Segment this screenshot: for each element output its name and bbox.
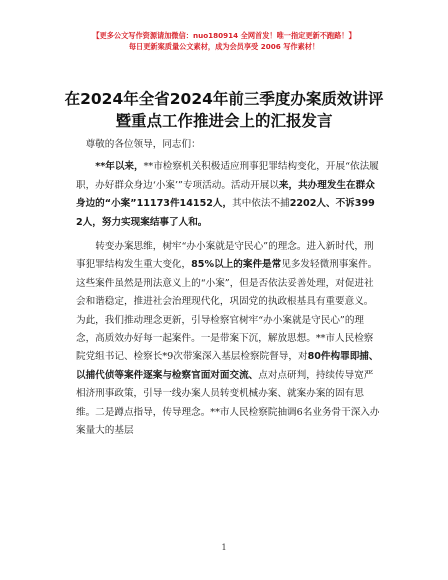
- p2-bold-stat-2: 80件构罪即捕、以捕代侦等案件逐案与检察官面对面交流、: [76, 351, 379, 381]
- p1-bold-lead: **年以来，: [95, 161, 144, 173]
- p2-bold-stat: 85%以上的案件是常: [191, 259, 282, 271]
- p1-bold-stat: 来，共办理发生在群众身边的“小案”11173件14152人，: [76, 179, 375, 210]
- document-body: [76, 136, 380, 447]
- title-line-2: 暨重点工作推进会上的汇报发言: [115, 112, 333, 130]
- page-number: 1: [221, 543, 227, 552]
- p1-text: **市检察机关积极适应刑事犯罪结构变化，开展“依法履职，办好群众身边‘小案’”专项活动。活动开展以: [76, 161, 379, 191]
- p1-bold-stat-2: 2202人、不诉3992人，努力实现案结事了人和。: [76, 198, 375, 228]
- banner-line-2: 每日更新案质量公文素材，成为会员享受 2006 写作素材！: [128, 42, 320, 51]
- p2-text-2: 见多发轻微刑事案件。这些案件虽然是刑法意义上的“小案”，但是否依法妥善处理，对促进社会和谐稳定，推进社会治理现代化，巩固党的执政根基具有重要意义。为此，我们推动理念更新，引导检察官树牢“办小案就是守民心”的理念，高质效办好每一起案件。一是带案下沉，解放思想。**市人民检察院党组书记、检察长*9次带案深入基层检察院督导，对: [76, 259, 378, 363]
- p1-text-2: 其中依法不捕: [232, 198, 290, 210]
- title-line-1: 在2024年全省2024年前三季度办案质效讲评: [64, 90, 384, 108]
- banner-line-1: 【更多公文写作资源请加微信：nuo180914 全网首发！唯一指定更新不跑路！】: [92, 31, 356, 40]
- document-title: [40, 88, 408, 132]
- paragraph-2: [76, 238, 380, 440]
- paragraph-1: [76, 158, 380, 232]
- p2-text-3: 点对点研判，持续传导宽严相济刑事政策，引导一线办案人员转变机械办案、就案办案的固有思维。二是蹲点指导，传导理念。**市人民检察院抽调6名业务骨干深入办案量大的基层: [76, 369, 380, 437]
- header-banner: [0, 30, 448, 52]
- p2-text: 转变办案思维，树牢“办小案就是守民心”的理念。进入新时代，刑事犯罪结构发生重大变化，: [76, 241, 374, 271]
- salutation: 尊敬的各位领导，同志们：: [85, 139, 201, 150]
